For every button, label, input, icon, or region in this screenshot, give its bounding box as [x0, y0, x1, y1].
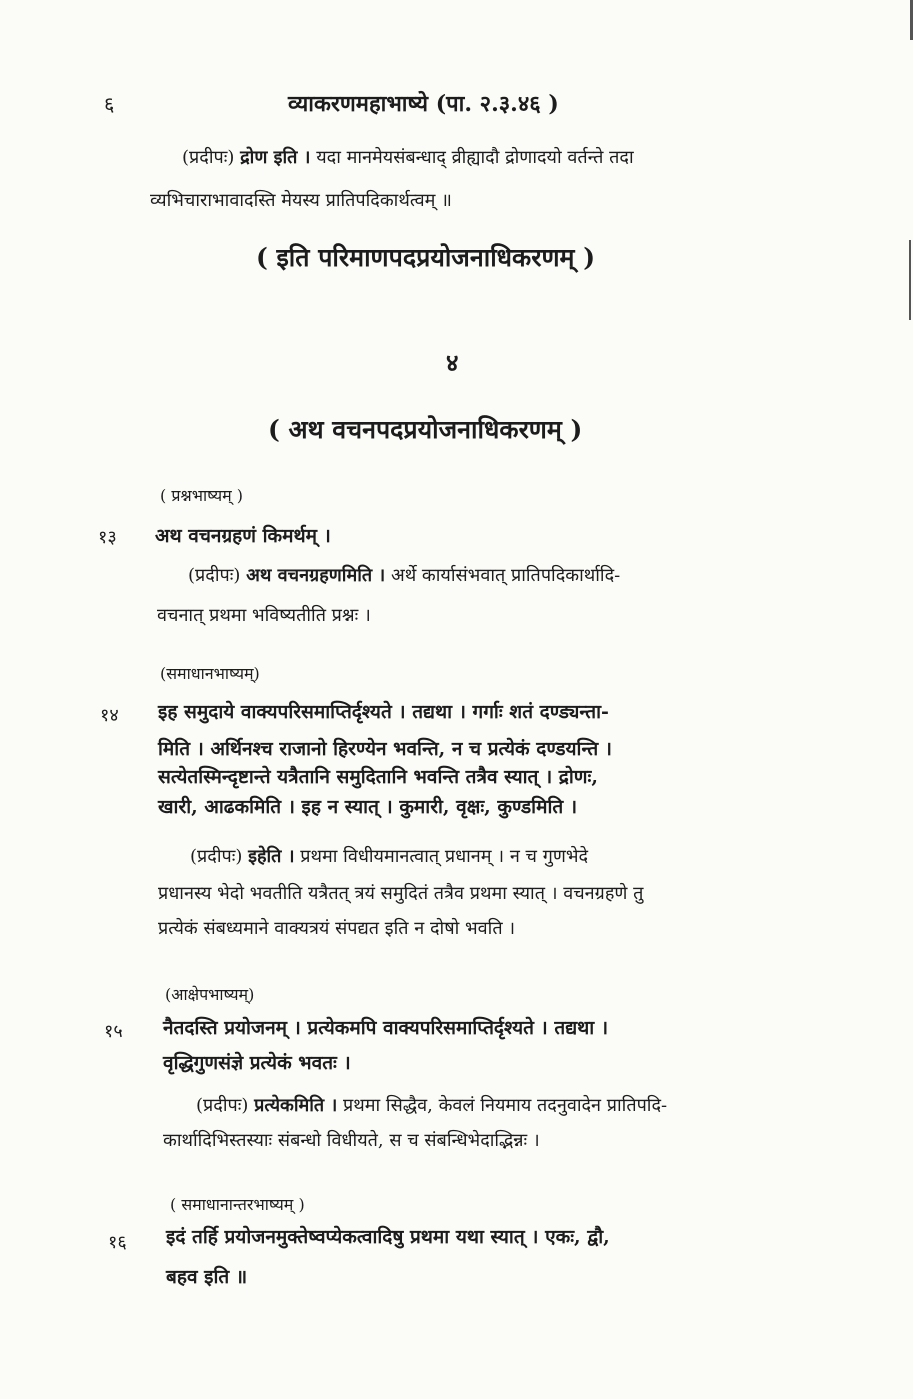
pradipa-line: कार्थादिभिस्तस्याः संबन्धो विधीयते, स च संबन्धिभेदाद्भिन्नः ।	[163, 1130, 540, 1151]
bhasya-type-label: (आक्षेपभाष्यम्)	[165, 985, 255, 1004]
section-number: ४	[446, 348, 459, 377]
pradipa-text: यदा मानमेयसंबन्धाद् व्रीह्यादौ द्रोणादयो वर्तन्ते तदा	[316, 147, 634, 168]
pradipa-line	[196, 1093, 667, 1117]
bhasya-type-label: (समाधानभाष्यम्)	[160, 664, 260, 683]
pradipa-head: अथ वचनग्रहणमिति ।	[246, 565, 386, 586]
pradipa-line: प्रधानस्य भेदो भवतीति यत्रैतत् त्रयं समुदितं तत्रैव प्रथमा स्यात् । वचनग्रहणे तु	[158, 883, 644, 904]
pradipa-label: (प्रदीपः)	[190, 846, 243, 867]
pradipa-line	[188, 563, 620, 587]
section-end-heading: ( इति परिमाणपदप्रयोजनाधिकरणम् )	[256, 243, 596, 272]
bhasya-text: नैतदस्ति प्रयोजनम् । प्रत्येकमपि वाक्यपरिसमाप्तिर्दृश्यते । तद्यथा ।	[163, 1017, 609, 1039]
bhasya-text: वृद्धिगुणसंज्ञे प्रत्येकं भवतः ।	[163, 1052, 351, 1074]
bhasya-text: इह समुदाये वाक्यपरिसमाप्तिर्दृश्यते । तद्यथा । गर्गाः शतं दण्ड्यन्ता-	[158, 701, 609, 723]
pradipa-label: (प्रदीपः)	[182, 147, 235, 168]
pradipa-text: प्रथमा विधीयमानत्वात् प्रधानम् । न च गुणभेदे	[300, 846, 589, 867]
verse-number: १३	[98, 527, 117, 548]
verse-number: १६	[108, 1232, 127, 1253]
verse-number: १५	[104, 1021, 123, 1042]
bhasya-text: बहव इति ॥	[166, 1266, 248, 1288]
pradipa-head: द्रोण इति ।	[240, 147, 311, 168]
pradipa-line	[190, 844, 588, 868]
bhasya-text: खारी, आढकमिति । इह न स्यात् । कुमारी, वृक्षः, कुण्डमिति ।	[158, 796, 578, 818]
bhasya-text: सत्येतस्मिन्दृष्टान्ते यत्रैतानि समुदितानि भवन्ति तत्रैव स्यात् । द्रोणः,	[158, 766, 598, 788]
bhasya-text: मिति । अर्थिनश्च राजानो हिरण्येन भवन्ति, न च प्रत्येकं दण्डयन्ति ।	[158, 738, 612, 760]
page-number: ६	[104, 92, 115, 116]
bhasya-text: अथ वचनग्रहणं किमर्थम् ।	[155, 525, 331, 547]
section-start-heading: ( अथ वचनपदप्रयोजनाधिकरणम् )	[268, 415, 583, 444]
pradipa-head: प्रत्येकमिति ।	[254, 1095, 338, 1116]
pradipa-label: (प्रदीपः)	[188, 565, 241, 586]
pradipa-text: अर्थे कार्यासंभवात् प्रातिपदिकार्थादि-	[390, 565, 621, 586]
bhasya-type-label: ( प्रश्नभाष्यम् )	[160, 486, 243, 505]
running-title: व्याकरणमहाभाष्ये (पा. २.३.४६ )	[288, 91, 559, 117]
pradipa-line	[182, 145, 634, 169]
pradipa-line: वचनात् प्रथमा भविष्यतीति प्रश्नः ।	[157, 605, 371, 626]
pradipa-line: प्रत्येकं संबध्यमाने वाक्यत्रयं संपद्यत इति न दोषो भवति ।	[158, 918, 516, 939]
pradipa-head: इहेति ।	[248, 846, 295, 867]
page-edge-mark	[909, 240, 911, 320]
bhasya-text: इदं तर्हि प्रयोजनमुक्तेष्वप्येकत्वादिषु प्रथमा यथा स्यात् । एकः, द्वौ,	[166, 1226, 610, 1248]
pradipa-text: प्रथमा सिद्धैव, केवलं नियमाय तदनुवादेन प्रातिपदि-	[343, 1095, 668, 1116]
verse-number: १४	[100, 705, 119, 726]
pradipa-line: व्यभिचाराभावादस्ति मेयस्य प्रातिपदिकार्थत्वम् ॥	[150, 190, 452, 211]
pradipa-label: (प्रदीपः)	[196, 1095, 249, 1116]
bhasya-type-label: ( समाधानान्तरभाष्यम् )	[170, 1195, 305, 1214]
